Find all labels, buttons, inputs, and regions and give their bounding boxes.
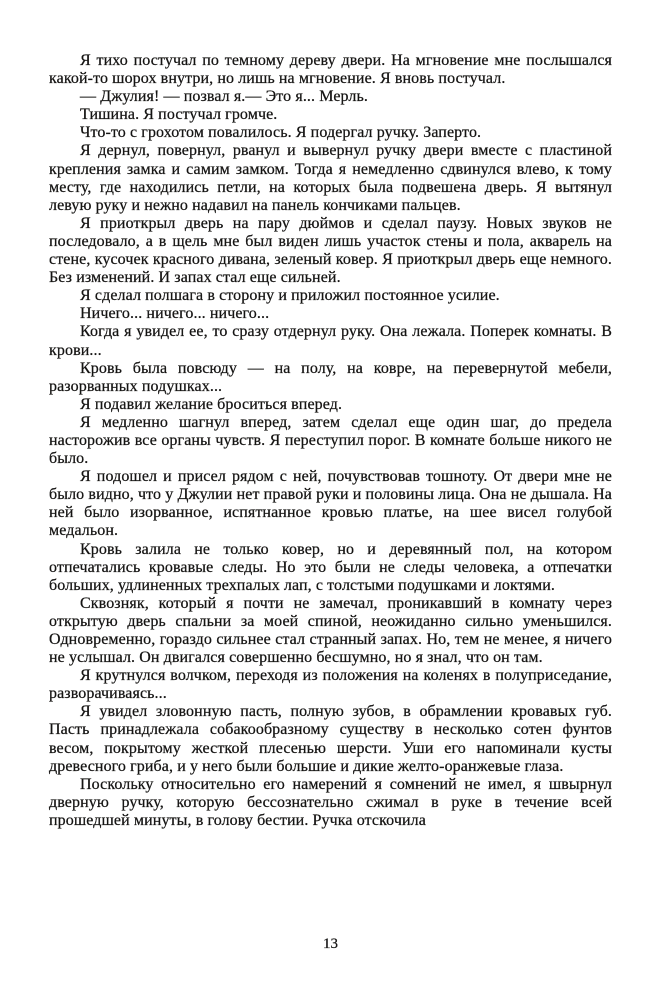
paragraph: Поскольку относительно его намерений я сомнений не имел, я швырнул дверную ручку, которую бессознательно сжимал в руке в течение всей прошедшей минуты, в голову бестии. Ручка отскочила — [49, 775, 612, 829]
paragraph: Ничего... ничего... ничего... — [80, 305, 270, 323]
page-text — [49, 52, 612, 830]
paragraph: Я увидел зловонную пасть, полную зубов, в обрамлении кровавых губ. Пасть принадлежала собакообразному существу в несколько сотен фунтов весом, покрытому жесткой плесенью шерсти. Уши его напоминали кусты древесного гриба, и у него были большие и дикие желто-оранжевые глаза. — [49, 703, 612, 775]
paragraph: Сквозняк, который я почти не замечал, проникавший в комнату через открытую дверь спальни за моей спиной, неожиданно сильно уменьшился. Одновременно, гораздо сильнее стал странный запах. Но, тем не менее, я ничего не услышал. Он двигался совершенно бесшумно, но я знал, что он там. — [49, 594, 612, 667]
paragraph: Кровь была повсюду — на полу, на ковре, на перевернутой мебели, разорванных подушках... — [49, 359, 612, 395]
paragraph: Я крутнулся волчком, переходя из положения на коленях в полуприседание, разворачиваясь... — [49, 667, 612, 703]
paragraph: Тишина. Я постучал громче. — [80, 106, 278, 124]
page-number: 13 — [323, 936, 338, 952]
paragraph: Когда я увидел ее, то сразу отдернул руку. Она лежала. Поперек комнаты. В крови... — [49, 323, 612, 359]
paragraph: Я сделал полшага в сторону и приложил постоянное усилие. — [80, 287, 500, 305]
paragraph: Что-то с грохотом повалилось. Я подергал ручку. Заперто. — [80, 124, 482, 142]
paragraph: Я подошел и присел рядом с ней, почувствовав тошноту. От двери мне не было видно, что у Джулии нет правой руки и половины лица. Она не дышала. На ней было изорванное, испятнанное кровью платье, на шее висел голубой медальон. — [49, 468, 612, 540]
paragraph: Я подавил желание броситься вперед. — [80, 395, 343, 413]
paragraph: Я приоткрыл дверь на пару дюймов и сделал паузу. Новых звуков не последовало, а в щель мне был виден лишь участок стены и пола, акварель на стене, кусочек красного дивана, зеленый ковер. Я приоткрыл дверь еще немного. Без изменений. И запах стал еще сильней. — [49, 214, 612, 287]
paragraph: Я медленно шагнул вперед, затем сделал еще один шаг, до предела насторожив все органы чувств. Я переступил порог. В комнате больше никого не было. — [49, 413, 612, 468]
paragraph: Я дернул, повернул, рванул и вывернул ручку двери вместе с пластиной крепления замка и самим замком. Тогда я немедленно сдвинулся влево, к тому месту, где находились петли, на которых была подвешена дверь. Я вытянул левую руку и нежно надавил на панель кончиками пальцев. — [49, 142, 612, 214]
paragraph: Я тихо постучал по темному дереву двери. На мгновение мне послышался какой-то шорох внутри, но лишь на мгновение. Я вновь постучал. — [49, 52, 612, 88]
paragraph: Кровь залила не только ковер, но и деревянный пол, на котором отпечатались кровавые следы. Но это были не следы человека, а отпечатки больших, удлиненных трехпалых лап, с толстыми подушками и локтями. — [49, 540, 612, 594]
paragraph: — Джулия! — позвал я.— Это я... Мерль. — [80, 88, 369, 106]
